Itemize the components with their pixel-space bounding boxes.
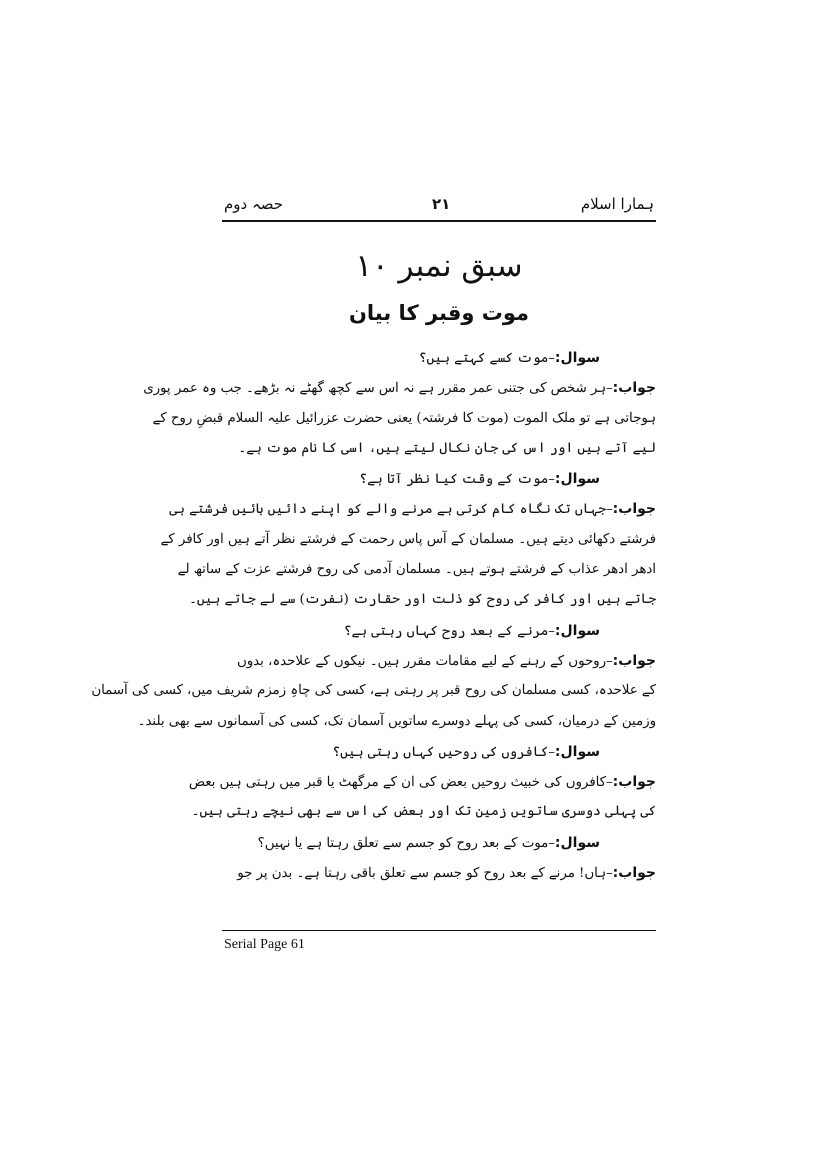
line-text: –روحوں کے رہنے کے لیے مقامات مقرر ہیں۔ نیکوں کے علاحدہ، بدوں xyxy=(236,653,613,669)
answer-line xyxy=(143,373,656,403)
line-text: –مرنے کے بعد روح کہاں رہتی ہے؟ xyxy=(343,623,555,639)
text-line xyxy=(222,434,656,464)
question-line xyxy=(222,616,656,646)
serial-page-label: Serial Page 61 xyxy=(224,937,305,952)
line-text: –ہاں! مرنے کے بعد روح کو جسم سے تعلق باقی رہتا ہے۔ بدن پر جو xyxy=(237,866,613,882)
line-text: –کافروں کی روحیں کہاں رہتی ہیں؟ xyxy=(332,744,555,760)
running-header xyxy=(222,192,656,222)
answer-label: جواب: xyxy=(612,774,656,791)
text-line xyxy=(137,707,656,737)
text-line xyxy=(191,797,656,827)
answer-label: جواب: xyxy=(612,652,656,669)
book-title: ہمارا اسلام xyxy=(580,195,654,213)
answer-label: جواب: xyxy=(612,380,656,397)
question-line xyxy=(222,464,656,494)
lesson-title: سبق نمبر ۱۰ xyxy=(355,248,523,284)
answer-line xyxy=(222,646,656,676)
page-number: ۲۱ xyxy=(432,195,451,213)
answer-label: جواب: xyxy=(612,865,656,882)
line-text: فرشتے دکھائی دیتے ہیں۔ مسلمان کے آس پاس رحمت کے فرشتے نظر آتے ہیں اور کافر کے xyxy=(160,531,656,547)
text-line xyxy=(177,555,656,585)
answer-label: جواب: xyxy=(612,501,656,518)
text-line xyxy=(91,676,656,706)
line-text: –ہر شخص کی جتنی عمر مقرر ہے نہ اس سے کچھ گھٹے نہ بڑھے۔ جب وہ عمر پوری xyxy=(143,381,613,397)
line-text: –موت کسے کہتے ہیں؟ xyxy=(418,351,555,366)
line-text: کے علاحدہ، کسی مسلمان کی روح قبر پر رہتی ہے، کسی کی چاہِ زمزم شریف میں، کسی کی آسمان xyxy=(91,683,656,699)
question-label: سوال: xyxy=(554,471,600,488)
line-text: کی پہلی دوسری ساتویں زمین تک اور بعض کی اس سے بھی نیچے رہتی ہیں۔ xyxy=(191,804,656,820)
answer-line xyxy=(222,858,656,888)
line-text: –موت کے وقت کیا نظر آتا ہے؟ xyxy=(359,472,555,488)
answer-line xyxy=(188,767,656,797)
answer-line xyxy=(169,494,656,524)
line-text: –جہاں تک نگاہ کام کرتی ہے مرنے والے کو اپنے دائیں بائیں فرشتے ہی xyxy=(169,502,613,518)
question-label: سوال: xyxy=(554,350,600,366)
lesson-subtitle: موت وقبر کا بیان xyxy=(348,301,529,325)
question-label: سوال: xyxy=(554,743,600,760)
part-label: حصہ دوم xyxy=(224,195,284,213)
question-line xyxy=(222,737,656,767)
lesson-body xyxy=(91,343,656,888)
line-text: –کافروں کی خبیث روحیں بعض کی ان کے مرگھٹ یا قبر میں رہتی ہیں بعض xyxy=(188,775,613,791)
line-text: لیے آتے ہیں اور اس کی جان نکال لیتے ہیں، اسی کا نام موت ہے۔ xyxy=(238,440,656,456)
text-line xyxy=(189,585,656,615)
line-text: ادھر ادھر عذاب کے فرشتے ہوتے ہیں۔ مسلمان آدمی کی روح فرشتے عزت کے ساتھ لے xyxy=(177,562,656,578)
footer-rule xyxy=(222,930,656,931)
line-text: وزمین کے درمیان، کسی کی پہلے دوسرے ساتویں آسمان تک، کسی کی آسمانوں سے بھی بلند۔ xyxy=(137,713,656,729)
question-line xyxy=(222,828,656,858)
line-text: –موت کے بعد روح کو جسم سے تعلق رہتا ہے یا نہیں؟ xyxy=(257,835,555,851)
line-text: ہوجاتی ہے تو ملک الموت (موت کا فرشتہ) یعنی حضرت عزرائیل علیہ السلام قبضِ روح کے xyxy=(152,410,656,426)
question-label: سوال: xyxy=(554,622,600,639)
question-line xyxy=(222,343,656,373)
line-text: جاتے ہیں اور کافر کی روح کو ذلت اور حقارت (نفرت) سے لے جاتے ہیں۔ xyxy=(189,592,656,608)
question-label: سوال: xyxy=(554,834,600,851)
text-line xyxy=(160,525,656,555)
text-line xyxy=(152,404,656,434)
